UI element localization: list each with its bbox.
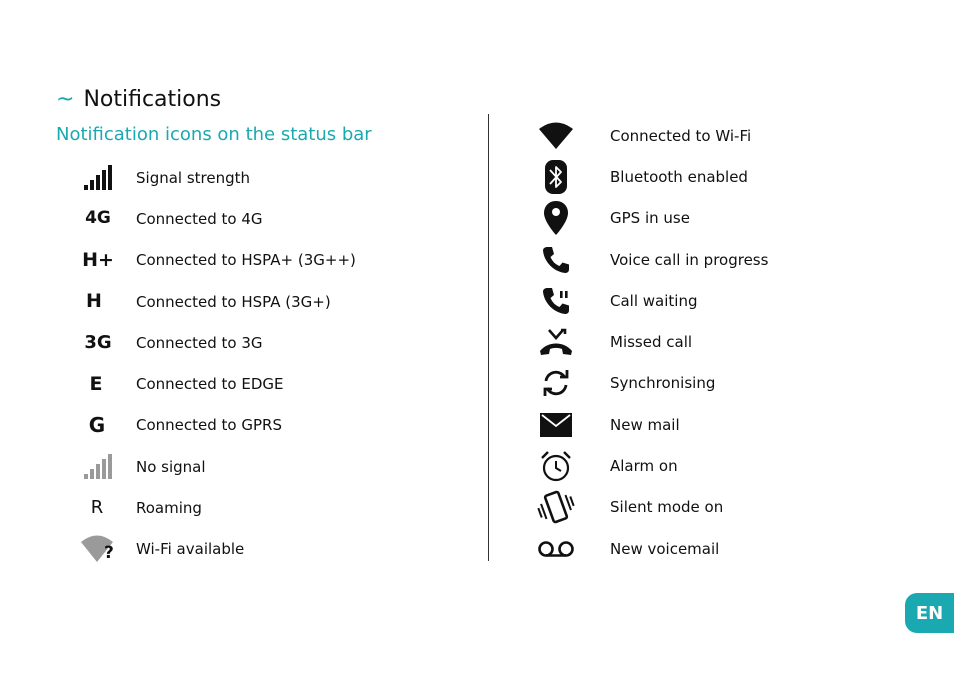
- list-item: [76, 529, 356, 570]
- list-item: [534, 239, 768, 280]
- column-divider: [488, 114, 489, 561]
- item-label: Roaming: [136, 499, 202, 518]
- list-item: [534, 363, 768, 404]
- item-label: Voice call in progress: [610, 250, 769, 269]
- no-signal-icon: [76, 449, 120, 485]
- list-item: [76, 157, 356, 198]
- item-label: No signal: [136, 457, 206, 476]
- gprs-icon: [76, 407, 120, 443]
- phone-call-icon: [534, 242, 578, 278]
- list-item: [534, 198, 768, 239]
- item-label: Connected to 3G: [136, 333, 263, 352]
- left-icon-list: [76, 157, 356, 570]
- voicemail-icon: [534, 531, 578, 567]
- item-label: Synchronising: [610, 374, 716, 393]
- edge-glyph: E: [89, 372, 103, 395]
- item-label: Connected to 4G: [136, 209, 263, 228]
- item-label: Connected to GPRS: [136, 416, 282, 435]
- vibrate-icon: [534, 489, 578, 525]
- item-label: Wi-Fi available: [136, 540, 245, 559]
- 3g-glyph: 3G: [84, 331, 112, 353]
- item-label: New voicemail: [610, 539, 720, 558]
- bluetooth-icon: [534, 159, 578, 195]
- sync-icon: [534, 365, 578, 401]
- item-label: Connected to EDGE: [136, 375, 284, 394]
- hspa-plus-glyph: H+: [82, 248, 114, 271]
- right-icon-list: [534, 115, 768, 569]
- list-item: [534, 404, 768, 445]
- list-item: [76, 240, 356, 281]
- section-subtitle: Notification icons on the status bar: [56, 124, 372, 145]
- 4g-glyph: 4G: [85, 208, 111, 229]
- gps-pin-icon: [534, 200, 578, 236]
- heading-tilde: ~: [56, 87, 75, 112]
- list-item: [76, 281, 356, 322]
- item-label: Connected to HSPA (3G+): [136, 292, 331, 311]
- list-item: [76, 198, 356, 239]
- list-item: [534, 321, 768, 362]
- signal-strength-icon: [76, 160, 120, 196]
- item-label: Missed call: [610, 333, 693, 352]
- item-label: GPS in use: [610, 209, 690, 228]
- wifi-connected-icon: [534, 118, 578, 154]
- list-item: [76, 363, 356, 404]
- 3g-icon: [76, 325, 120, 361]
- hspa-icon: [76, 284, 120, 320]
- item-label: Connected to Wi-Fi: [610, 126, 752, 145]
- item-label: Alarm on: [610, 457, 678, 476]
- item-label: New mail: [610, 415, 680, 434]
- edge-icon: [76, 366, 120, 402]
- item-label: Bluetooth enabled: [610, 167, 748, 186]
- alarm-clock-icon: [534, 448, 578, 484]
- call-waiting-icon: [534, 283, 578, 319]
- roaming-glyph: R: [90, 497, 104, 519]
- item-label: Signal strength: [136, 168, 251, 187]
- wifi-available-icon: [76, 531, 120, 567]
- list-item: [534, 445, 768, 486]
- gprs-glyph: G: [88, 413, 106, 438]
- list-item: [534, 156, 768, 197]
- item-label: Silent mode on: [610, 498, 724, 517]
- question-mark-glyph: ?: [104, 543, 114, 564]
- list-item: [76, 446, 356, 487]
- list-item: [534, 280, 768, 321]
- list-item: [76, 322, 356, 363]
- list-item: [76, 487, 356, 528]
- hspa-plus-icon: [76, 242, 120, 278]
- hspa-glyph: H: [86, 290, 102, 313]
- section-heading: [56, 86, 221, 114]
- mail-icon: [534, 407, 578, 443]
- roaming-icon: [76, 490, 120, 526]
- list-item: [534, 487, 768, 528]
- section-title: Notifications: [83, 87, 222, 112]
- list-item: [534, 528, 768, 569]
- missed-call-icon: [534, 324, 578, 360]
- list-item: [76, 405, 356, 446]
- item-label: Connected to HSPA+ (3G++): [136, 251, 356, 270]
- language-badge: EN: [905, 593, 954, 633]
- 4g-icon: [76, 201, 120, 237]
- item-label: Call waiting: [610, 291, 698, 310]
- list-item: [534, 115, 768, 156]
